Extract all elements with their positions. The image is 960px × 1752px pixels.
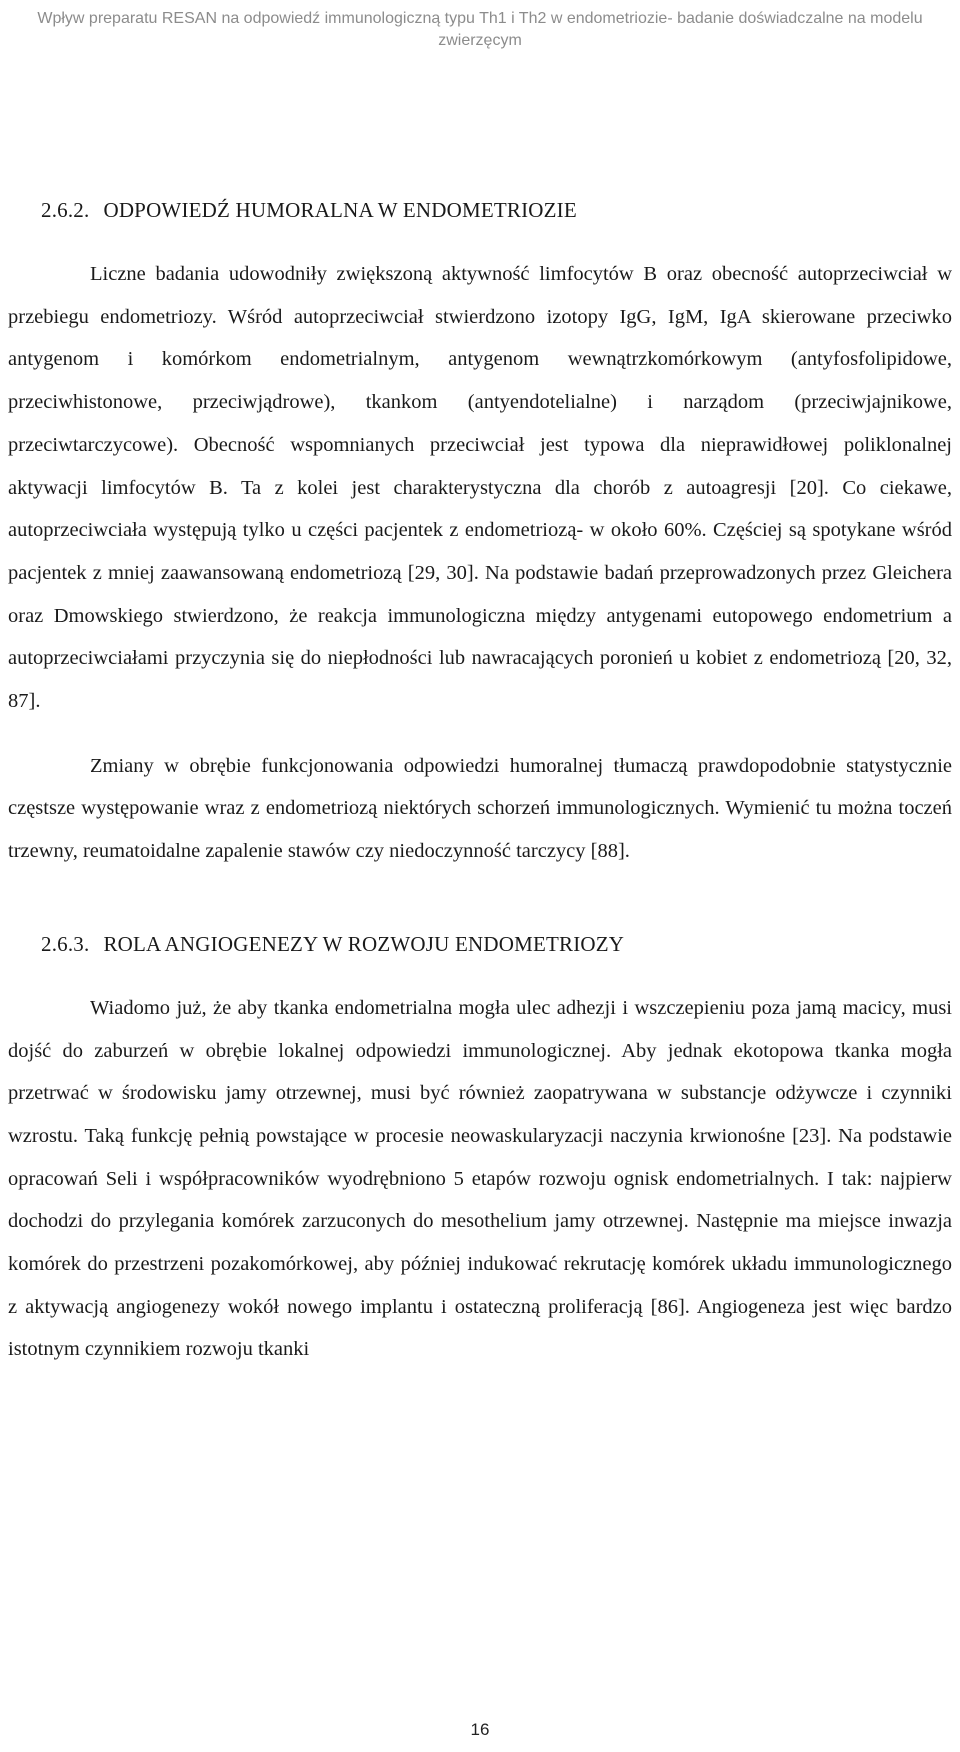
paragraph-angiogenesis-1: Wiadomo już, że aby tkanka endometrialna mogła ulec adhezji i wszczepieniu poza jamą macicy, musi dojść do zaburzeń w obrębie lokalnej odpowiedzi immunologicznej. Aby jednak ekotopowa tkanka mogła przetrwać w środowisku jamy otrzewnej, musi być również zaopatrywana w substancje odżywcze i czynniki wzrostu. Taką funkcję pełnią powstające w procesie neowaskularyzacji naczynia krwionośne [23]. Na podstawie opracowań Seli i współpracowników wyodrębniono 5 etapów rozwoju ognisk endometrialnych. I tak: najpierw dochodzi do przylegania komórek zarzuconych do mesothelium jamy otrzewnej. Następnie ma miejsce inwazja komórek do przestrzeni pozakomórkowej, aby później indukować rekrutację komórek układu immunologicznego z aktywacją angiogenezy wokół nowego implantu i ostateczną proliferacją [86]. Angiogeneza jest więc bardzo istotnym czynnikiem rozwoju tkanki [8,996,952,1361]
section-number: 2.6.2. [41,198,90,222]
page-number: 16 [470,1720,490,1739]
paragraph-humoral-2: Zmiany w obrębie funkcjonowania odpowiedzi humoralnej tłumaczą prawdopodobnie statystycznie częstsze występowanie wraz z endometriozą niektórych schorzeń immunologicznych. Wymienić tu można toczeń trzewny, reumatoidalne zapalenie stawów czy niedoczynność tarczycy [88]. [8,754,952,863]
document-body [8,195,952,1371]
section-title: ODPOWIEDŹ HUMORALNA W ENDOMETRIOZIE [103,198,577,222]
running-header-title: Wpływ preparatu RESAN na odpowiedź immunologiczną typu Th1 i Th2 w endometriozie- badanie doświadczalne na modelu zwierzęcym [37,10,923,49]
section-title: ROLA ANGIOGENEZY W ROZWOJU ENDOMETRIOZY [103,931,625,956]
section-heading-humoral [41,195,952,225]
section-number: 2.6.3. [41,931,90,956]
section-heading-angiogenesis [41,929,952,959]
paragraph-humoral-1: Liczne badania udowodniły zwiększoną aktywność limfocytów B oraz obecność autoprzeciwciał w przebiegu endometriozy. Wśród autoprzeciwciał stwierdzono izotopy IgG, IgM, IgA skierowane przeciwko antygenom i komórkom endometrialnym, antygenom wewnątrzkomórkowym (antyfosfolipidowe, przeciwhistonowe, przeciwjądrowe), tkankom (antyendotelialne) i narządom (przeciwjajnikowe, przeciwtarczycowe). Obecność wspomnianych przeciwciał jest typowa dla nieprawidłowej poliklonalnej aktywacji limfocytów B. Ta z kolei jest charakterystyczna dla chorób z autoagresji [20]. Co ciekawe, autoprzeciwciała występują tylko u części pacjentek z endometriozą- w około 60%. Częściej są spotykane wśród pacjentek z mniej zaawansowaną endometriozą [29, 30]. Na podstawie badań przeprowadzonych przez Gleichera oraz Dmowskiego stwierdzono, że reakcja immunologiczna między antygenami eutopowego endometrium a autoprzeciwciałami przyczynia się do niepłodności lub nawracających poronień u kobiet z endometriozą [20, 32, 87]. [8,263,952,713]
